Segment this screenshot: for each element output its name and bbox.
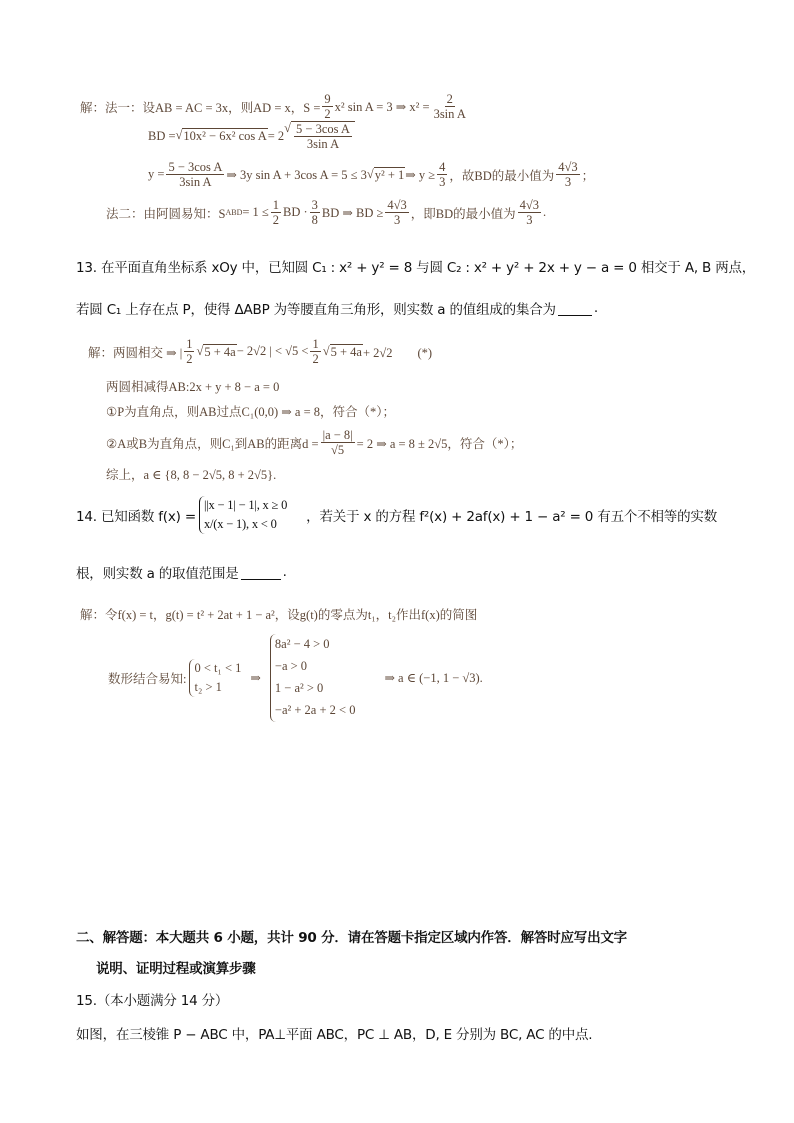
fraction bbox=[321, 428, 355, 458]
math-text: BD · bbox=[283, 205, 308, 220]
denominator: 3sin A bbox=[179, 175, 212, 190]
fraction bbox=[166, 160, 224, 190]
denominator: 2 bbox=[186, 352, 193, 367]
piecewise-case-1: ||x − 1| − 1|, x ≥ 0 bbox=[203, 498, 288, 512]
square-root bbox=[367, 167, 405, 183]
math-text: ⇒ 3y sin A + 3cos A = 5 ≤ 3 bbox=[226, 167, 367, 182]
math-text: − 2√2 | < √5 < bbox=[236, 344, 309, 359]
inequality-2: −a > 0 bbox=[274, 658, 308, 673]
radicand: 5 + 4a bbox=[204, 344, 236, 359]
math-text: ； bbox=[581, 168, 595, 183]
question13-line-1: 13. 在平面直角坐标系 xOy 中，已知圆 C₁ : x² + y² = 8 与圆 C₂ : x² + y² + 2x + y − a = 0 相交于 A, B 两点， bbox=[76, 260, 756, 276]
numerator: 3 bbox=[311, 198, 318, 212]
solution14-system bbox=[108, 634, 483, 722]
solution13-line-4 bbox=[106, 428, 522, 458]
fraction bbox=[432, 92, 468, 122]
inequality-1: 8a² − 4 > 0 bbox=[274, 637, 330, 651]
numerator: 1 bbox=[312, 337, 319, 351]
inequality-4: −a² + 2a + 2 < 0 bbox=[274, 702, 356, 717]
solution13-line-2 bbox=[106, 377, 279, 395]
question13-line-2 bbox=[76, 298, 598, 318]
implies-arrow: ⇒ bbox=[250, 670, 261, 685]
radicand: 10x² − 6x² cos A bbox=[183, 129, 267, 144]
math-text: 综上，a ∈ {8, 8 − 2√5, 8 + 2√5}. bbox=[106, 468, 277, 482]
square-root bbox=[284, 121, 355, 152]
numerator: 4√3 bbox=[558, 160, 578, 174]
math-text: 解：两圆相交 ⇒ | bbox=[88, 345, 183, 360]
math-text: ，即BD的最小值为 bbox=[410, 206, 516, 221]
solution12-line-1 bbox=[80, 92, 470, 122]
math-text: BD ⇒ BD ≥ bbox=[321, 205, 384, 220]
fraction bbox=[437, 160, 447, 190]
question14-text: 根，则实数 a 的取值范围是 bbox=[76, 566, 239, 582]
condition-1: 0 < t₁ < 1 bbox=[194, 661, 242, 675]
fraction bbox=[310, 337, 320, 367]
fraction bbox=[184, 337, 194, 367]
math-text: ⇒ y ≥ bbox=[405, 167, 436, 182]
solution13-line-3 bbox=[106, 402, 395, 420]
numerator: 4√3 bbox=[387, 198, 407, 212]
numerator: 5 − 3cos A bbox=[168, 160, 223, 174]
math-text: + 2√2 (*) bbox=[362, 345, 433, 360]
question13-text: 若圆 C₁ 上存在点 P，使得 ΔABP 为等腰直角三角形，则实数 a 的值组成的集合为 bbox=[76, 302, 556, 318]
numerator: 4√3 bbox=[519, 198, 539, 212]
square-root bbox=[176, 128, 268, 144]
math-text: BD = bbox=[148, 128, 176, 143]
math-text: ②A或B为直角点，则C₁到AB的距离d = bbox=[106, 436, 319, 451]
fraction bbox=[310, 198, 320, 228]
fraction bbox=[271, 198, 281, 228]
math-text: 两圆相减得AB:2x + y + 8 − a = 0 bbox=[106, 380, 280, 394]
math-text: = 2 ⇒ a = 8 ± 2√5，符合（*）； bbox=[356, 436, 523, 451]
answer-blank-13[interactable] bbox=[558, 301, 592, 316]
radicand: y² + 1 bbox=[374, 167, 405, 182]
denominator: 3 bbox=[439, 175, 446, 190]
denominator: 8 bbox=[311, 213, 318, 228]
radical-sign: √ bbox=[175, 128, 183, 143]
math-text: = 2 bbox=[267, 128, 285, 143]
math-text: 解：法一：设AB = AC = 3x，则AD = x，S = bbox=[80, 100, 321, 115]
question14-line-2 bbox=[76, 562, 287, 582]
square-root bbox=[196, 344, 236, 360]
solution13-line-1 bbox=[88, 337, 432, 367]
question13-end: . bbox=[593, 300, 598, 316]
question15-header: 15.（本小题满分 14 分） bbox=[76, 993, 229, 1009]
denominator: 2 bbox=[272, 213, 280, 228]
solution12-line-3 bbox=[148, 160, 594, 190]
math-text: . bbox=[543, 205, 547, 220]
math-text: 法二：由阿圆易知：S bbox=[106, 206, 226, 221]
numerator: |a − 8| bbox=[322, 428, 353, 442]
solution12-line-2 bbox=[148, 121, 355, 152]
question14-suffix: ，若关于 x 的方程 f²(x) + 2af(x) + 1 − a² = 0 有五个不相等的实数 bbox=[306, 508, 717, 525]
radicand: 5 + 4a bbox=[330, 344, 362, 359]
square-root bbox=[323, 344, 363, 360]
piecewise-case-2: x/(x − 1), x < 0 bbox=[203, 516, 277, 531]
fraction bbox=[556, 160, 579, 190]
denominator: √5 bbox=[331, 443, 345, 458]
numerator: 4 bbox=[439, 160, 446, 174]
solution14-result: ⇒ a ∈ (−1, 1 − √3). bbox=[384, 670, 483, 685]
math-text: ①P为直角点，则AB过点C₁(0,0) ⇒ a = 8，符合（*）； bbox=[106, 405, 395, 419]
denominator: 3 bbox=[564, 175, 572, 190]
radical-sign: √ bbox=[196, 343, 204, 358]
fraction bbox=[385, 198, 408, 228]
denominator: 3 bbox=[393, 213, 401, 228]
answer-blank-14[interactable] bbox=[241, 565, 281, 580]
denominator: 3 bbox=[526, 213, 533, 228]
numerator: 5 − 3cos A bbox=[296, 122, 350, 136]
fraction bbox=[322, 92, 332, 122]
condition-2: t₂ > 1 bbox=[194, 679, 222, 694]
math-text: ，故BD的最小值为 bbox=[449, 168, 555, 183]
math-text: x² sin A = 3 ⇒ x² = bbox=[334, 99, 430, 114]
denominator: 3sin A bbox=[306, 137, 340, 152]
math-subscript: ABD bbox=[225, 208, 243, 218]
radical-sign: √ bbox=[366, 166, 374, 181]
numerator: 2 bbox=[446, 92, 453, 106]
radical-sign: √ bbox=[322, 343, 330, 358]
fraction bbox=[294, 122, 352, 152]
solution12-line-4 bbox=[106, 198, 546, 228]
solution14-line-1: 解：令f(x) = t，g(t) = t² + 2at + 1 − a²，设g(t)的零点为t₁，t₂作出f(x)的简图 bbox=[80, 608, 478, 622]
numerator: 1 bbox=[186, 337, 193, 351]
inequality-3: 1 − a² > 0 bbox=[274, 680, 324, 695]
denominator: 3sin A bbox=[433, 107, 466, 122]
numerator: 1 bbox=[272, 198, 280, 212]
math-text: y = bbox=[148, 167, 165, 182]
question14-end: . bbox=[282, 564, 287, 580]
fraction bbox=[518, 198, 541, 228]
solution14-label: 数形结合易知: bbox=[108, 671, 187, 686]
question14-prefix: 14. 已知函数 f(x) = bbox=[76, 508, 196, 525]
section2-heading-line-2: 说明、证明过程或演算步骤 bbox=[96, 961, 256, 977]
section2-heading-line-1: 二、解答题：本大题共 6 小题，共计 90 分．请在答题卡指定区域内作答．解答时应写出文字 bbox=[76, 930, 627, 946]
denominator: 2 bbox=[312, 352, 319, 367]
radicand bbox=[291, 121, 355, 152]
solution13-line-5 bbox=[106, 465, 276, 483]
math-text: = 1 ≤ bbox=[242, 205, 269, 220]
question14-line-1 bbox=[76, 496, 717, 534]
question15-body: 如图，在三棱锥 P − ABC 中，PA⊥平面 ABC，PC ⊥ AB，D, E 分别为 BC, AC 的中点. bbox=[76, 1027, 593, 1043]
numerator: 9 bbox=[324, 92, 331, 106]
denominator: 2 bbox=[324, 107, 331, 122]
radical-sign: √ bbox=[284, 121, 292, 135]
